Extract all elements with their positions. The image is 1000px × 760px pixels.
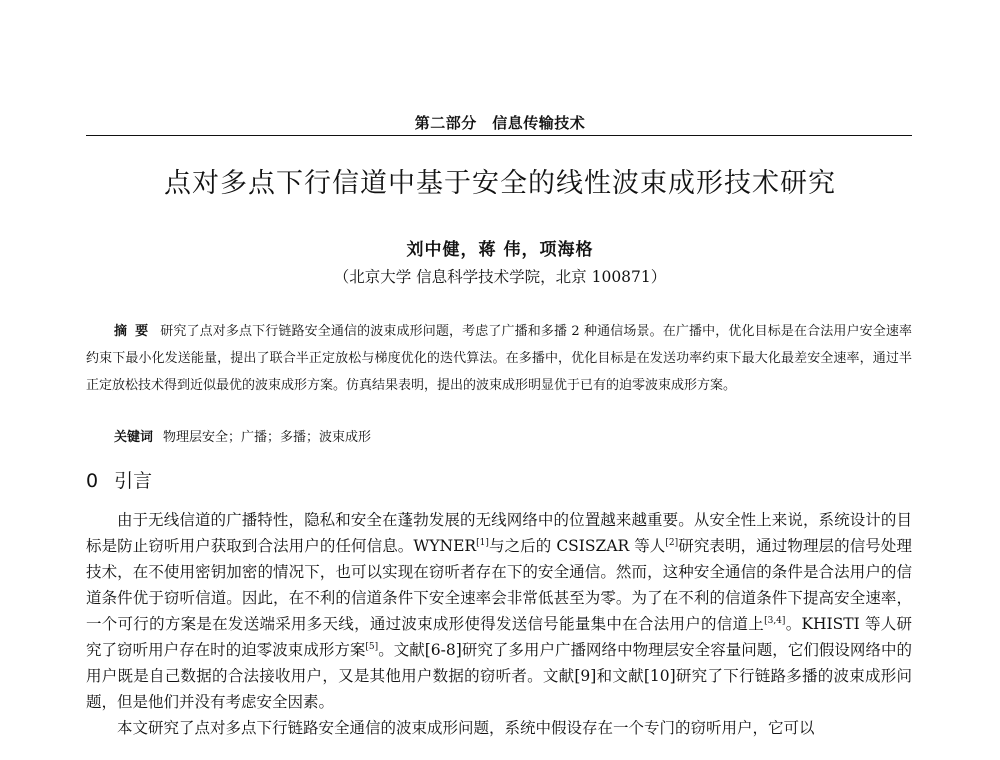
section-title: 引言 [114, 470, 153, 492]
p1-text-c: 研究表明，通过物理层的信号处理技术，在不使用密钥加密的情况下，也可以实现在窃听者存在下的安全通信。然而，这种安全通信的条件是合法用户的信道条件优于窃听信道。因此，在不利的信道条件下安全速率会非常低甚至为零。为了在不利的信道条件下提高安全速率，一个可行的方案是在发送端采用多天线，通过波束成形使得发送信号能量集中在合法用户的信道上 [86, 537, 912, 633]
abstract-block [86, 318, 912, 399]
p1-text-d: 。KHISTI 等人研究了窃听用户存在时的迫零波束成形方案 [86, 615, 912, 659]
body-paragraph-2: 本文研究了点对多点下行链路安全通信的波束成形问题，系统中假设存在一个专门的窃听用户，它可以 [117, 719, 815, 737]
keywords-label: 关键词 [114, 430, 154, 445]
paper-affiliation: （北京大学 信息科学技术学院，北京 100871） [333, 268, 667, 286]
running-section-header: 第二部分 信息传输技术 [414, 114, 586, 132]
abstract-text: 研究了点对多点下行链路安全通信的波束成形问题，考虑了广播和多播 2 种通信场景。在广播中，优化目标是在合法用户安全速率约束下最小化发送能量，提出了联合半正定放松与梯度优化的迭代算法。在多播中，优化目标是在发送功率约束下最大化最差安全速率，通过半正定放松技术得到近似最优的波束成形方案。仿真结果表明，提出的波束成形明显优于已有的迫零波束成形方案。 [86, 324, 912, 393]
abstract-label: 摘要 [114, 324, 157, 339]
body-text [86, 507, 912, 741]
citation-3-4: [3,4] [764, 616, 786, 626]
section-heading-intro [86, 468, 152, 494]
p1-text-a: 由于无线信道的广播特性，隐私和安全在蓬勃发展的无线网络中的位置越来越重要。从安全性上来说，系统设计的目标是防止窃听用户获取到合法用户的任何信息。WYNER [86, 511, 912, 555]
paper-title: 点对多点下行信道中基于安全的线性波束成形技术研究 [164, 168, 836, 199]
header-rule [86, 135, 912, 136]
p1-text-b: 与之后的 CSISZAR 等人 [488, 537, 666, 555]
citation-5: [5] [365, 642, 379, 652]
keywords-block [114, 426, 371, 450]
citation-2: [2] [665, 538, 679, 548]
citation-1: [1] [476, 538, 489, 548]
abstract-paragraph [86, 318, 912, 399]
paper-authors: 刘中健，蒋 伟，项海格 [406, 240, 594, 260]
keywords-text: 物理层安全；广播；多播；波束成形 [163, 430, 372, 445]
section-number: 0 [86, 470, 99, 492]
p1-text-e: 。文献[6-8]研究了多用户广播网络中物理层安全容量问题，它们假设网络中的用户既是自己数据的合法接收用户，又是其他用户数据的窃听者。文献[9]和文献[10]研究了下行链路多播的波束成形问题，但是他们并没有考虑安全因素。 [86, 641, 912, 711]
body-paragraph-1 [86, 507, 912, 715]
